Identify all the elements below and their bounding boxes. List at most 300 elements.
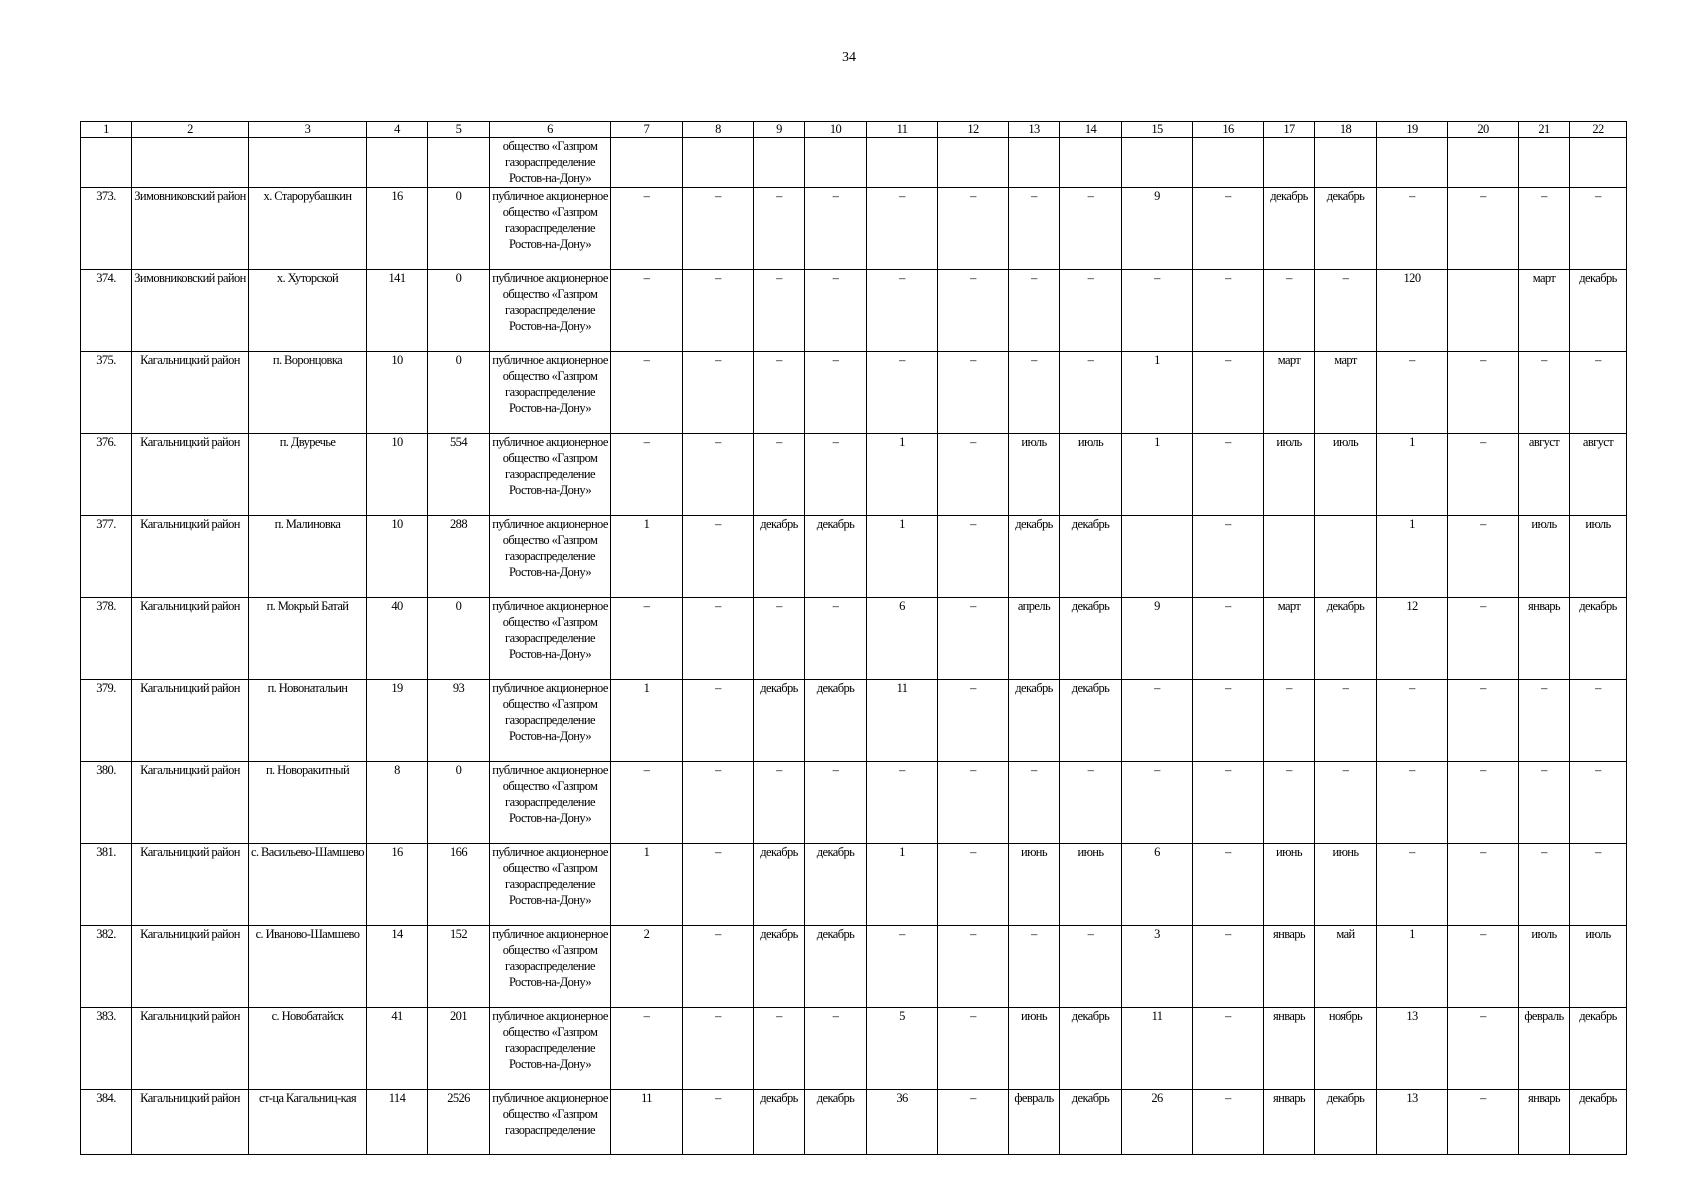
table-cell: –	[611, 434, 683, 516]
table-cell: 19	[367, 680, 428, 762]
table-cell: –	[1122, 762, 1193, 844]
table-cell: ст-ца Кагальниц-кая	[249, 1090, 367, 1155]
table-cell: –	[867, 926, 938, 1008]
table-row	[81, 188, 1627, 270]
table-row	[81, 516, 1627, 598]
table-cell	[1193, 138, 1264, 188]
column-header: 18	[1315, 122, 1377, 138]
table-cell: –	[867, 270, 938, 352]
table-row	[81, 352, 1627, 434]
table-cell: 1	[611, 680, 683, 762]
column-header: 7	[611, 122, 683, 138]
table-cell: –	[1193, 598, 1264, 680]
table-cell: 1	[611, 516, 683, 598]
table-cell: 0	[428, 188, 490, 270]
column-header: 5	[428, 122, 490, 138]
table-cell: 1	[867, 844, 938, 926]
table-cell	[1122, 138, 1193, 188]
column-number-row	[81, 122, 1627, 138]
table-cell: –	[1315, 680, 1377, 762]
table-cell: –	[683, 352, 754, 434]
table-cell: –	[683, 598, 754, 680]
table-cell: ноябрь	[1315, 1008, 1377, 1090]
table-cell: п. Новонатальин	[249, 680, 367, 762]
table-cell: Кагальницкий район	[132, 352, 249, 434]
table-cell	[367, 138, 428, 188]
table-cell: 166	[428, 844, 490, 926]
table-cell: март	[1519, 270, 1570, 352]
table-cell: публичное акционерное общество «Газпром газораспределение Ростов-на-Дону»	[490, 188, 611, 270]
table-cell: декабрь	[754, 844, 805, 926]
table-cell: п. Двуречье	[249, 434, 367, 516]
table-cell: декабрь	[754, 680, 805, 762]
table-cell: декабрь	[805, 1090, 867, 1155]
table-cell: –	[805, 352, 867, 434]
page-number: 34	[842, 50, 856, 65]
table-cell: –	[1315, 762, 1377, 844]
table-cell: –	[754, 352, 805, 434]
table-cell: июль	[1264, 434, 1315, 516]
table-cell: публичное акционерное общество «Газпром газораспределение Ростов-на-Дону»	[490, 598, 611, 680]
table-cell: –	[1009, 188, 1060, 270]
column-header: 20	[1448, 122, 1519, 138]
table-cell: –	[805, 434, 867, 516]
table-cell: публичное акционерное общество «Газпром газораспределение Ростов-на-Дону»	[490, 1008, 611, 1090]
column-header: 19	[1377, 122, 1448, 138]
table-cell: –	[754, 762, 805, 844]
column-header: 11	[867, 122, 938, 138]
table-cell: август	[1519, 434, 1570, 516]
table-cell: –	[683, 270, 754, 352]
table-cell: х. Старорубашкин	[249, 188, 367, 270]
table-cell: июль	[1570, 926, 1627, 1008]
table-cell: Кагальницкий район	[132, 680, 249, 762]
table-cell: декабрь	[1009, 516, 1060, 598]
table-cell: 379.	[81, 680, 132, 762]
table-cell: –	[1315, 270, 1377, 352]
data-table	[80, 121, 1627, 1155]
table-cell: 5	[867, 1008, 938, 1090]
table-cell: –	[683, 680, 754, 762]
table-cell: 141	[367, 270, 428, 352]
table-cell: –	[1570, 352, 1627, 434]
table-cell	[1570, 138, 1627, 188]
table-cell: Зимовниковский район	[132, 270, 249, 352]
table-cell: –	[1377, 844, 1448, 926]
table-cell: –	[1060, 762, 1122, 844]
table-cell: Кагальницкий район	[132, 1090, 249, 1155]
table-cell: –	[1377, 188, 1448, 270]
table-cell	[754, 138, 805, 188]
table-cell: –	[1377, 762, 1448, 844]
table-row	[81, 434, 1627, 516]
table-cell	[1264, 138, 1315, 188]
table-cell	[1377, 138, 1448, 188]
table-cell: 201	[428, 1008, 490, 1090]
table-cell: –	[1193, 1090, 1264, 1155]
table-cell: 93	[428, 680, 490, 762]
table-cell: декабрь	[1315, 188, 1377, 270]
table-cell: –	[1060, 188, 1122, 270]
table-cell: –	[683, 516, 754, 598]
table-cell: публичное акционерное общество «Газпром газораспределение Ростов-на-Дону»	[490, 762, 611, 844]
table-cell: Кагальницкий район	[132, 926, 249, 1008]
table-cell: –	[1448, 926, 1519, 1008]
table-cell: –	[867, 762, 938, 844]
table-row	[81, 1008, 1627, 1090]
table-cell: –	[1193, 188, 1264, 270]
table-cell: декабрь	[1060, 1008, 1122, 1090]
table-cell	[683, 138, 754, 188]
table-cell: –	[805, 1008, 867, 1090]
table-cell: –	[1570, 680, 1627, 762]
table-cell: –	[938, 598, 1009, 680]
table-cell: 11	[867, 680, 938, 762]
table-cell: февраль	[1009, 1090, 1060, 1155]
table-cell: –	[754, 270, 805, 352]
table-cell: 375.	[81, 352, 132, 434]
table-cell: 1	[1377, 516, 1448, 598]
table-cell: 0	[428, 598, 490, 680]
table-cell: декабрь	[1315, 1090, 1377, 1155]
table-cell: –	[1060, 926, 1122, 1008]
table-cell: 36	[867, 1090, 938, 1155]
table-cell: январь	[1264, 1090, 1315, 1155]
column-header: 3	[249, 122, 367, 138]
table-cell: –	[611, 598, 683, 680]
table-cell: –	[938, 844, 1009, 926]
table-cell: май	[1315, 926, 1377, 1008]
table-row	[81, 680, 1627, 762]
table-cell: –	[938, 434, 1009, 516]
table-cell: апрель	[1009, 598, 1060, 680]
table-cell	[611, 138, 683, 188]
table-cell: публичное акционерное общество «Газпром газораспределение Ростов-на-Дону»	[490, 680, 611, 762]
table-cell: –	[754, 434, 805, 516]
table-cell: х. Хуторской	[249, 270, 367, 352]
table-cell: 1	[867, 516, 938, 598]
table-cell	[1519, 138, 1570, 188]
table-cell: –	[1519, 352, 1570, 434]
table-cell: –	[1570, 762, 1627, 844]
column-header: 2	[132, 122, 249, 138]
table-cell: –	[683, 844, 754, 926]
table-cell: –	[1448, 1008, 1519, 1090]
table-row	[81, 1090, 1627, 1155]
table-cell: 384.	[81, 1090, 132, 1155]
table-cell: –	[938, 516, 1009, 598]
table-cell	[81, 138, 132, 188]
table-cell: 376.	[81, 434, 132, 516]
table-cell: –	[1448, 680, 1519, 762]
table-cell: декабрь	[1570, 1090, 1627, 1155]
table-cell: публичное акционерное общество «Газпром газораспределение Ростов-на-Дону»	[490, 926, 611, 1008]
table-cell: 2	[611, 926, 683, 1008]
table-cell: 114	[367, 1090, 428, 1155]
table-cell: 9	[1122, 188, 1193, 270]
table-cell: август	[1570, 434, 1627, 516]
table-cell: публичное акционерное общество «Газпром газораспределение Ростов-на-Дону»	[490, 270, 611, 352]
table-cell: 11	[1122, 1008, 1193, 1090]
table-cell	[1122, 516, 1193, 598]
table-cell: 12	[1377, 598, 1448, 680]
table-cell: –	[1264, 680, 1315, 762]
table-cell: 16	[367, 188, 428, 270]
table-cell: п. Воронцовка	[249, 352, 367, 434]
table-cell: 13	[1377, 1008, 1448, 1090]
table-cell: 40	[367, 598, 428, 680]
table-cell: 13	[1377, 1090, 1448, 1155]
table-cell: 2526	[428, 1090, 490, 1155]
table-cell: п. Новоракитный	[249, 762, 367, 844]
table-cell: декабрь	[1060, 1090, 1122, 1155]
table-cell: –	[1122, 270, 1193, 352]
table-row	[81, 598, 1627, 680]
table-cell: февраль	[1519, 1008, 1570, 1090]
table-cell: –	[683, 762, 754, 844]
table-row	[81, 926, 1627, 1008]
table-cell	[1448, 138, 1519, 188]
table-cell: –	[938, 926, 1009, 1008]
table-cell: публичное акционерное общество «Газпром газораспределение Ростов-на-Дону»	[490, 352, 611, 434]
table-cell: 1	[611, 844, 683, 926]
table-cell: 381.	[81, 844, 132, 926]
table-cell: п. Малиновка	[249, 516, 367, 598]
table-cell: декабрь	[1060, 516, 1122, 598]
table-cell	[1315, 516, 1377, 598]
table-cell	[938, 138, 1009, 188]
table-cell: –	[683, 1008, 754, 1090]
table-cell: –	[1193, 516, 1264, 598]
table-cell	[1315, 138, 1377, 188]
table-cell: декабрь	[1264, 188, 1315, 270]
table-cell: декабрь	[805, 844, 867, 926]
column-header: 8	[683, 122, 754, 138]
table-cell: п. Мокрый Батай	[249, 598, 367, 680]
table-cell: –	[1009, 270, 1060, 352]
table-cell: июнь	[1009, 1008, 1060, 1090]
table-cell: –	[1448, 188, 1519, 270]
table-cell: –	[805, 762, 867, 844]
table-cell: 1	[1122, 434, 1193, 516]
table-cell: публичное акционерное общество «Газпром газораспределение Ростов-на-Дону»	[490, 434, 611, 516]
table-cell: декабрь	[1570, 1008, 1627, 1090]
table-cell: Кагальницкий район	[132, 1008, 249, 1090]
table-cell: –	[683, 1090, 754, 1155]
table-cell: июль	[1009, 434, 1060, 516]
table-cell: 6	[1122, 844, 1193, 926]
table-cell: 1	[1377, 926, 1448, 1008]
table-cell: январь	[1264, 1008, 1315, 1090]
table-cell: июнь	[1264, 844, 1315, 926]
table-row	[81, 138, 1627, 188]
table-cell: июль	[1315, 434, 1377, 516]
table-cell: –	[938, 188, 1009, 270]
table-cell: декабрь	[1060, 680, 1122, 762]
table-cell: июнь	[1315, 844, 1377, 926]
table-cell: –	[938, 762, 1009, 844]
table-cell: –	[1519, 680, 1570, 762]
table-cell: Кагальницкий район	[132, 844, 249, 926]
table-cell: 1	[1122, 352, 1193, 434]
table-row	[81, 270, 1627, 352]
table-cell: –	[1060, 352, 1122, 434]
table-row	[81, 762, 1627, 844]
column-header: 12	[938, 122, 1009, 138]
table-cell: –	[938, 1090, 1009, 1155]
table-cell: –	[1519, 188, 1570, 270]
table-cell: –	[867, 188, 938, 270]
table-cell: декабрь	[754, 926, 805, 1008]
table-cell: 3	[1122, 926, 1193, 1008]
table-cell: 10	[367, 434, 428, 516]
table-cell: –	[683, 926, 754, 1008]
table-cell: 11	[611, 1090, 683, 1155]
table-cell: декабрь	[754, 1090, 805, 1155]
table-cell: декабрь	[805, 926, 867, 1008]
table-cell: –	[1009, 352, 1060, 434]
table-cell: –	[1519, 844, 1570, 926]
table-cell: март	[1315, 352, 1377, 434]
column-header: 9	[754, 122, 805, 138]
table-cell: –	[1193, 762, 1264, 844]
table-cell: с. Васильево-Шамшево	[249, 844, 367, 926]
table-cell	[132, 138, 249, 188]
table-cell: –	[611, 1008, 683, 1090]
table-cell: –	[938, 680, 1009, 762]
table-cell	[867, 138, 938, 188]
table-cell: 14	[367, 926, 428, 1008]
column-header: 16	[1193, 122, 1264, 138]
table-cell: декабрь	[754, 516, 805, 598]
column-header: 21	[1519, 122, 1570, 138]
table-cell: –	[611, 188, 683, 270]
table-cell: март	[1264, 598, 1315, 680]
table-cell: июль	[1519, 516, 1570, 598]
table-cell	[1009, 138, 1060, 188]
table-cell: декабрь	[1315, 598, 1377, 680]
table-cell	[805, 138, 867, 188]
table-cell: январь	[1519, 598, 1570, 680]
table-cell: –	[754, 1008, 805, 1090]
table-cell	[428, 138, 490, 188]
table-cell: публичное акционерное общество «Газпром газораспределение Ростов-на-Дону»	[490, 844, 611, 926]
table-cell: –	[1448, 1090, 1519, 1155]
table-cell: 6	[867, 598, 938, 680]
table-cell: июль	[1570, 516, 1627, 598]
table-cell: 373.	[81, 188, 132, 270]
table-cell: –	[1448, 598, 1519, 680]
table-cell: –	[1570, 188, 1627, 270]
table-cell: –	[1377, 680, 1448, 762]
table-cell: публичное акционерное общество «Газпром газораспределение Ростов-на-Дону»	[490, 516, 611, 598]
table-cell: июнь	[1060, 844, 1122, 926]
table-cell: с. Иваново-Шамшево	[249, 926, 367, 1008]
table-cell: 16	[367, 844, 428, 926]
table-cell: –	[611, 352, 683, 434]
table-cell: 9	[1122, 598, 1193, 680]
table-cell: –	[1448, 352, 1519, 434]
table-cell: –	[805, 598, 867, 680]
column-header: 13	[1009, 122, 1060, 138]
table-cell: 8	[367, 762, 428, 844]
table-cell: 378.	[81, 598, 132, 680]
column-header: 22	[1570, 122, 1627, 138]
column-header: 6	[490, 122, 611, 138]
table-cell: –	[754, 188, 805, 270]
table-cell: с. Новобатайск	[249, 1008, 367, 1090]
table-cell	[1060, 138, 1122, 188]
table-cell: 383.	[81, 1008, 132, 1090]
table-cell: июль	[1519, 926, 1570, 1008]
table-cell: Кагальницкий район	[132, 434, 249, 516]
table-cell: –	[754, 598, 805, 680]
table-cell: –	[1009, 926, 1060, 1008]
table-cell: –	[683, 188, 754, 270]
table-cell: –	[1193, 680, 1264, 762]
table-cell: Кагальницкий район	[132, 762, 249, 844]
table-cell: –	[1193, 434, 1264, 516]
table-cell: 152	[428, 926, 490, 1008]
table-cell: –	[938, 352, 1009, 434]
table-cell: –	[1448, 516, 1519, 598]
table-cell: публичное акционерное общество «Газпром газораспределение	[490, 1090, 611, 1155]
table-cell: декабрь	[1570, 270, 1627, 352]
table-cell: –	[805, 188, 867, 270]
table-cell: 0	[428, 270, 490, 352]
table-cell: декабрь	[1009, 680, 1060, 762]
table-cell: –	[805, 270, 867, 352]
table-cell: 1	[867, 434, 938, 516]
table-cell: –	[1193, 352, 1264, 434]
table-cell: –	[867, 352, 938, 434]
table-cell: –	[938, 270, 1009, 352]
table-cell: 382.	[81, 926, 132, 1008]
table-cell: июнь	[1009, 844, 1060, 926]
table-cell: 288	[428, 516, 490, 598]
table-cell: июль	[1060, 434, 1122, 516]
table-cell: 377.	[81, 516, 132, 598]
table-cell: –	[611, 762, 683, 844]
table-cell: –	[1570, 844, 1627, 926]
column-header: 15	[1122, 122, 1193, 138]
table-cell: 120	[1377, 270, 1448, 352]
table-cell: 380.	[81, 762, 132, 844]
table-cell: –	[1448, 762, 1519, 844]
table-cell: –	[1448, 844, 1519, 926]
table-cell: 0	[428, 762, 490, 844]
table-cell: декабрь	[1060, 598, 1122, 680]
table-cell: декабрь	[805, 516, 867, 598]
table-cell: –	[1193, 844, 1264, 926]
column-header: 14	[1060, 122, 1122, 138]
table-cell	[249, 138, 367, 188]
table-cell	[1264, 516, 1315, 598]
table-cell: 10	[367, 516, 428, 598]
table-cell: 374.	[81, 270, 132, 352]
table-cell: –	[683, 434, 754, 516]
table-cell: Кагальницкий район	[132, 598, 249, 680]
column-header: 4	[367, 122, 428, 138]
table-cell: –	[1519, 762, 1570, 844]
table-cell: 26	[1122, 1090, 1193, 1155]
table-cell: январь	[1264, 926, 1315, 1008]
table-cell: –	[1377, 352, 1448, 434]
table-cell: –	[1060, 270, 1122, 352]
table-row	[81, 844, 1627, 926]
table-cell: март	[1264, 352, 1315, 434]
table-cell: –	[1264, 270, 1315, 352]
